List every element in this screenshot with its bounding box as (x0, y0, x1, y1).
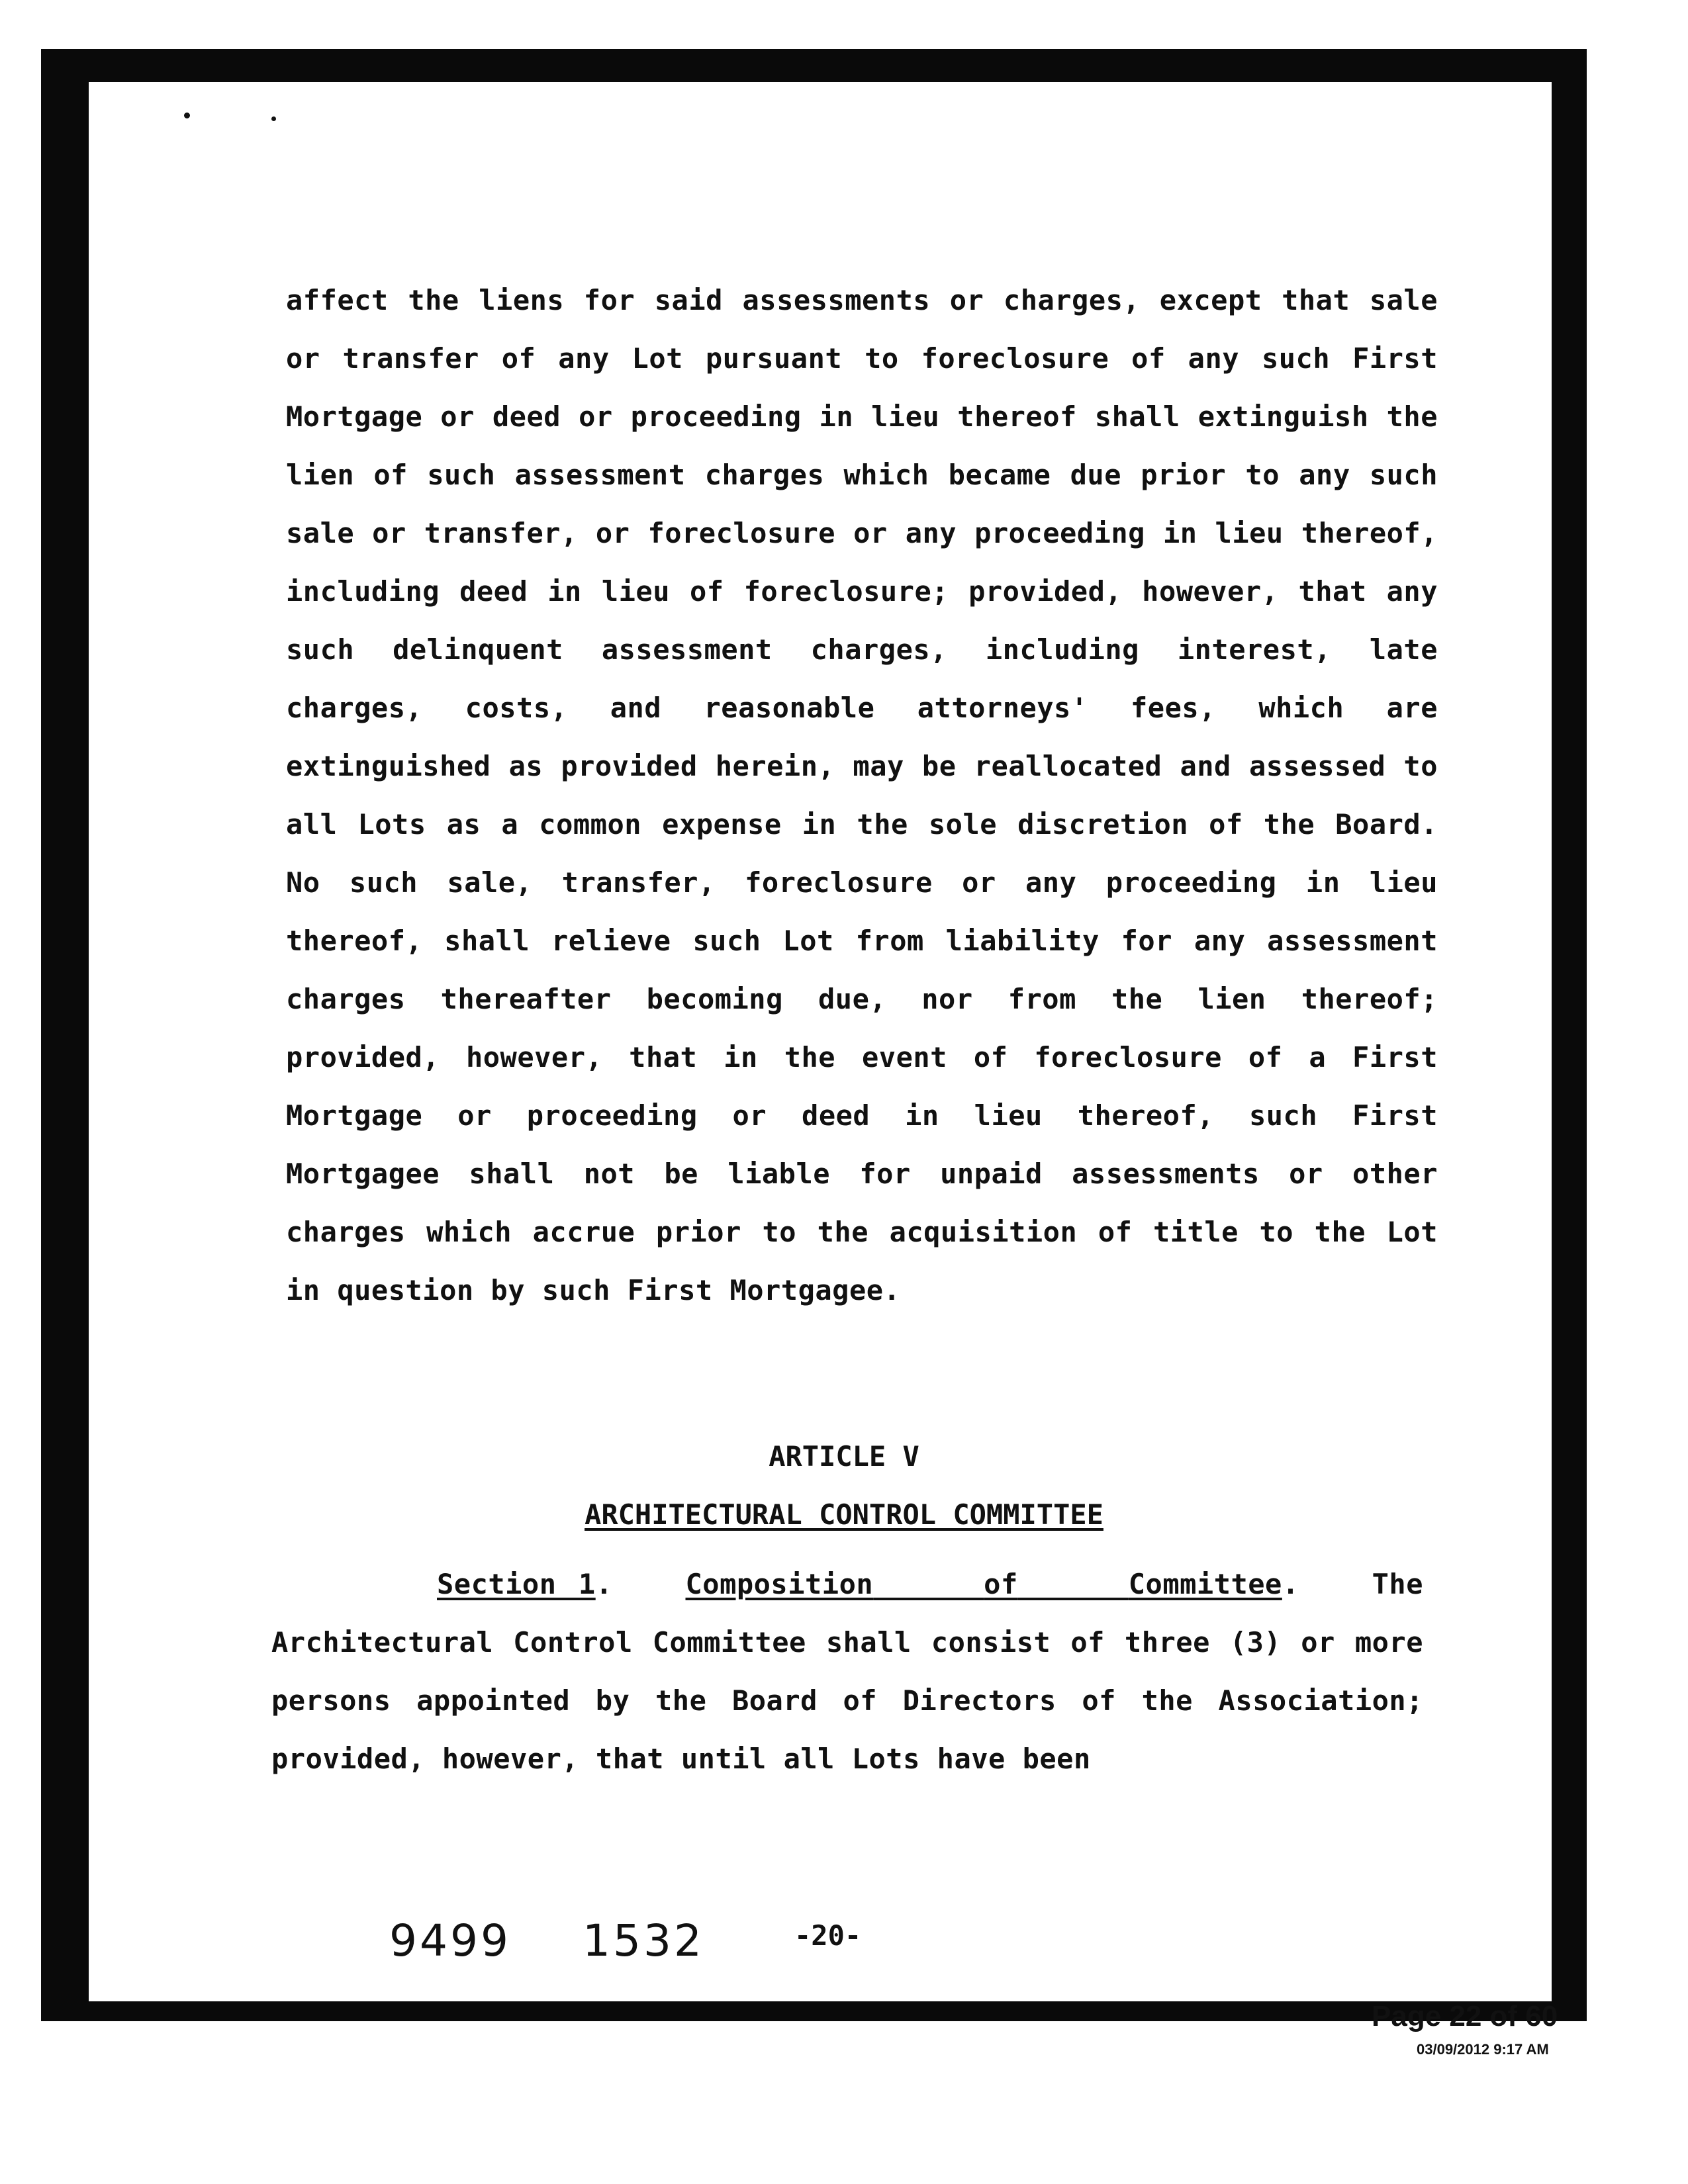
page-folio: -20- (794, 1919, 862, 1952)
section-heading-word: Composition (685, 1568, 874, 1600)
recording-page-number: 1532 (583, 1915, 704, 1966)
section-text: The Architectural Control Committee shall consist of three (3) or more persons appointed by the Board of Directors of the Association; provided, however, that until all Lots have been (271, 1568, 1423, 1775)
page-count-stamp: Page 22 of 60 (1372, 2000, 1558, 2032)
section-1-paragraph: Section 1. Composition of Committee. The Architectural Control Committee shall consist of three (3) or more persons appointed by the Board of Directors of the Association; provided, however, that until all Lots have been (271, 1568, 1423, 1775)
article-title: ARCHITECTURAL CONTROL COMMITTEE (585, 1498, 1103, 1531)
timestamp-stamp: 03/09/2012 9:17 AM (1417, 2041, 1549, 2058)
scan-speck (184, 113, 190, 118)
section-heading-word: Committee (1128, 1568, 1282, 1600)
body-paragraph: affect the liens for said assessments or charges, except that sale or transfer of any Lot pursuant to foreclosure of any such First Mortgage or deed or proceeding in lieu thereof shall extinguish the lien of such assessment charges which became due prior to any such sale or transfer, or foreclosure or any proceeding in lieu thereof, including deed in lieu of foreclosure; provided, however, that any such delinquent assessment charges, including interest, late charges, costs, and reasonable attorneys' fees, which are extinguished as provided herein, may be reallocated and assessed to all Lots as a common expense in the sole discretion of the Board. No such sale, transfer, foreclosure or any proceeding in lieu thereof, shall relieve such Lot from liability for any assessment charges thereafter becoming due, nor from the lien thereof; provided, however, that in the event of foreclosure of a First Mortgage or proceeding or deed in lieu thereof, such First Mortgagee shall not be liable for unpaid assessments or other charges which accrue prior to the acquisition of title to the Lot in question by such First Mortgagee. (286, 284, 1438, 1306)
section-heading-word: of (984, 1568, 1018, 1600)
scan-speck (271, 116, 276, 121)
article-number: ARTICLE V (769, 1440, 919, 1473)
book-number: 9499 (389, 1915, 511, 1966)
section-label: Section 1 (437, 1568, 596, 1600)
